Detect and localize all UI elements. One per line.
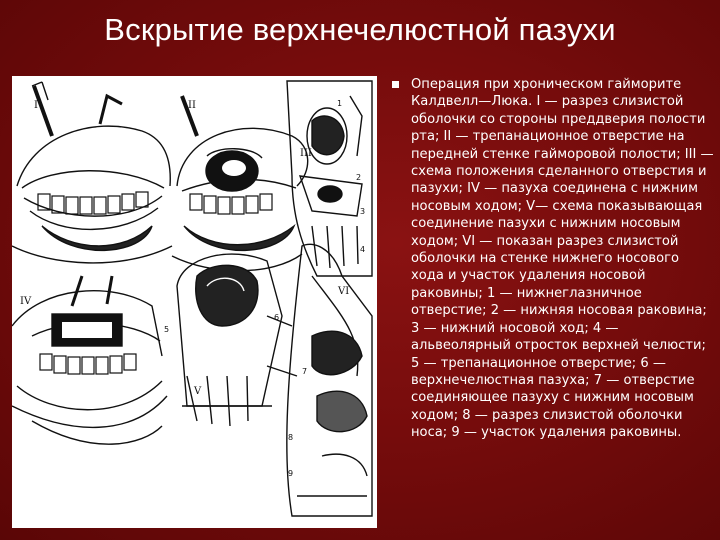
- callout-5: 5: [164, 325, 170, 334]
- panel-vi-drawing: [287, 244, 372, 516]
- callout-9: 9: [288, 469, 294, 478]
- surgery-illustration: [12, 76, 377, 528]
- panel-ii-drawing: [172, 96, 308, 271]
- callout-8: 8: [288, 433, 294, 442]
- slide-title: Вскрытие верхнечелюстной пазухи: [104, 12, 616, 47]
- square-bullet-icon: [392, 81, 399, 88]
- callout-2: 2: [356, 173, 362, 182]
- description-paragraph: Операция при хроническом гайморите Калдвелл—Люка. I — разрез слизистой оболочки со стороны преддверия полости рта; II — трепанационное отверстие на передней стенке гайморовой полости; III — схема положения сделанного отверстия и пазухи; IV — пазуха соединена с нижним носовым ходом; V— схема показывающая соединение пазухи с нижним носовым ходом; VI — показан разрез слизистой оболочки на стенке нижнего носового хода и участок удаления носовой раковины; 1 — нижнеглазничное отверстие; 2 — нижняя носовая раковина; 3 — нижний носовой ход; 4 — альвеолярный отросток верхней челюсти; 5 — трепанационное отверстие; 6 — верхнечелюстная пазуха; 7 — отверстие соединяющее пазуху с нижним носовым ходом; 8 — разрез слизистой оболочки носа; 9 — участок удаления раковины.: [411, 77, 714, 441]
- panel-label-iv: IV: [20, 296, 32, 307]
- panel-label-iii: III: [300, 148, 312, 159]
- panel-label-i: I: [34, 100, 38, 111]
- surgery-illustration-svg: [12, 76, 377, 528]
- callout-7: 7: [302, 367, 308, 376]
- callout-3: 3: [360, 207, 366, 216]
- panel-label-vi: VI: [338, 286, 350, 297]
- callout-1: 1: [337, 99, 343, 108]
- callout-4: 4: [360, 245, 366, 254]
- body-text-block: [392, 76, 714, 442]
- panel-iv-drawing: [12, 276, 170, 444]
- callout-6: 6: [274, 313, 280, 322]
- bullet-item: [392, 76, 714, 442]
- panel-label-v: V: [194, 386, 202, 397]
- panel-label-ii: II: [188, 100, 196, 111]
- panel-v-drawing: [177, 254, 297, 426]
